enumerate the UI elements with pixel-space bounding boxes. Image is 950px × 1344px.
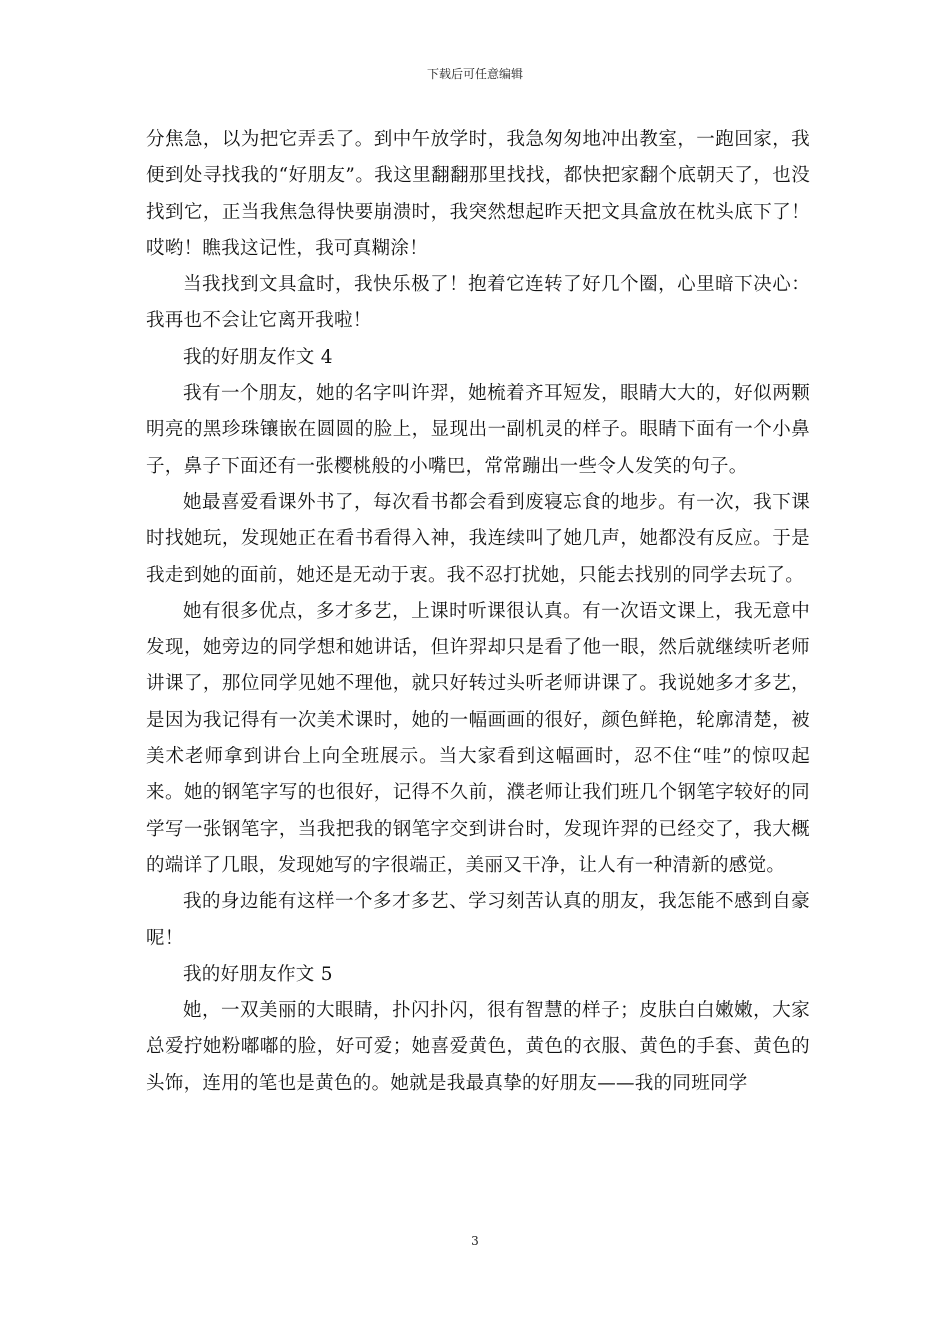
paragraph: 我有一个朋友，她的名字叫许羿，她梳着齐耳短发，眼睛大大的，好似两颗明亮的黑珍珠镶嵌在圆圆的脸上，显现出一副机灵的样子。眼睛下面有一个小鼻子，鼻子下面还有一张樱桃般的小嘴巴，常常蹦出一些令人发笑的句子。 xyxy=(146,383,810,477)
page-header: 下载后可任意编辑 xyxy=(426,67,523,81)
paragraph: 她最喜爱看课外书了，每次看书都会看到废寝忘食的地步。有一次，我下课时找她玩，发现她正在看书看得入神，我连续叫了她几声，她都没有反应。于是我走到她的面前，她还是无动于衷。我不忍打扰她，只能去找别的同学去玩了。 xyxy=(146,491,810,586)
essay-heading-5: 我的好朋友作文 5 xyxy=(183,963,333,985)
paragraph-continued: 分焦急，以为把它弄丢了。到中午放学时，我急匆匆地冲出教室，一跑回家，我便到处寻找我的“好朋友”。我这里翻翻那里找找，都快把家翻个底朝天了，也没找到它，正当我焦急得快要崩溃时，我突然想起昨天把文具盒放在枕头底下了！哎哟！瞧我这记性，我可真糊涂！ xyxy=(146,129,810,259)
document-body xyxy=(146,122,810,1102)
page-number: 3 xyxy=(471,1234,479,1248)
paragraph: 她有很多优点，多才多艺，上课时听课很认真。有一次语文课上，我无意中发现，她旁边的同学想和她讲话，但许羿却只是看了他一眼，然后就继续听老师讲课了，那位同学见她不理他，就只好转过头听老师讲课了。我说她多才多艺，是因为我记得有一次美术课时，她的一幅画画的很好，颜色鲜艳，轮廓清楚，被美术老师拿到讲台上向全班展示。当大家看到这幅画时，忍不住“哇”的惊叹起来。她的钢笔字写的也很好，记得不久前，濮老师让我们班几个钢笔字较好的同学写一张钢笔字，当我把我的钢笔字交到讲台时，发现许羿的已经交了，我大概的端详了几眼，发现她写的字很端正，美丽又干净，让人有一种清新的感觉。 xyxy=(146,600,810,876)
paragraph: 她，一双美丽的大眼睛，扑闪扑闪，很有智慧的样子；皮肤白白嫩嫩，大家总爱拧她粉嘟嘟的脸，好可爱；她喜爱黄色，黄色的衣服、黄色的手套、黄色的头饰，连用的笔也是黄色的。她就是我最真挚的好朋友——我的同班同学 xyxy=(146,1000,810,1094)
essay-heading-4: 我的好朋友作文 4 xyxy=(183,346,333,368)
paragraph: 我的身边能有这样一个多才多艺、学习刻苦认真的朋友，我怎能不感到自豪呢！ xyxy=(146,891,810,949)
paragraph: 当我找到文具盒时，我快乐极了！抱着它连转了好几个圈，心里暗下决心：我再也不会让它离开我啦！ xyxy=(146,274,810,332)
